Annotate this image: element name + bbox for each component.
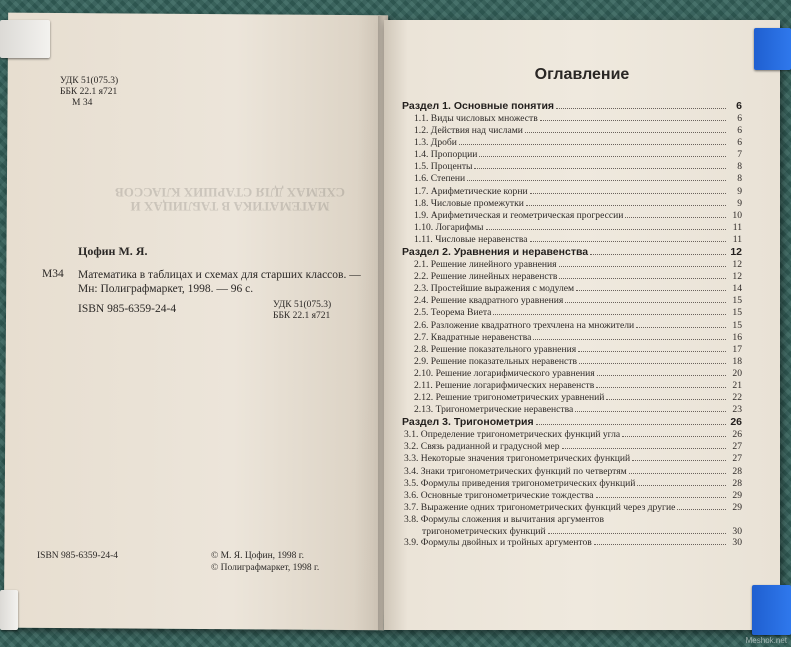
toc-page-number: 15 [732,295,742,307]
toc-entry-label: 1.1. Виды числовых множеств [414,113,538,124]
toc-entry-label: 2.13. Тригонометрические неравенства [414,404,574,416]
toc-leader-dots [625,217,726,218]
toc-entry-label: 2.5. Теорема Виета [414,307,492,319]
toc-leader-dots [632,460,726,461]
toc-leader-dots [474,168,726,169]
author-mark: М 34 [72,98,93,108]
toc-page-number: 28 [732,465,742,477]
isbn-bottom: ISBN 985-6359-24-4 [37,551,119,561]
toc-entry-row [402,490,742,502]
toc-entry-label: 1.8. Числовые промежутки [414,197,524,209]
toc-page-number: 30 [732,526,742,537]
toc-leader-dots [530,241,727,242]
toc-page-number: 27 [732,441,742,453]
toc-page-number: 8 [737,173,742,185]
toc-page-number: 26 [732,429,742,441]
toc-leader-dots [493,314,726,315]
toc-page-number: 15 [732,319,742,331]
toc-entry-row [402,478,742,490]
toc-page-number: 6 [737,125,742,137]
toc-page-number: 30 [732,537,742,548]
toc-entry-row [402,537,742,549]
toc-entry-row [402,453,742,465]
toc-entry-row [402,502,742,514]
toc-leader-dots [677,509,726,510]
toc-leader-dots [540,120,726,121]
toc-leader-dots [594,544,726,545]
toc-page-number: 12 [730,246,742,259]
toc-leader-dots [530,193,726,194]
copyright-author: © М. Я. Цофин, 1998 г. [211,551,305,561]
toc-page-number: 11 [732,221,742,233]
toc-leader-dots [637,485,726,486]
toc-entry-row [402,356,742,368]
toc-entry-label: 3.2. Связь радианной и градусной мер [404,441,560,453]
toc-entry-label: 1.5. Проценты [414,161,473,173]
toc-entry-label: 3.3. Некоторые значения тригонометрических функций [404,453,631,465]
toc-entry-label: тригонометрических функций [422,526,546,537]
bleed-through-title: МАТЕМАТИКА В ТАБЛИЦАХ И СХЕМАХ ДЛЯ СТАРШИХ КЛАССОВ [115,185,345,214]
toc-entry-label: 2.8. Решение показательного уравнения [414,343,577,355]
bbk-line: ББК 22.1 я721 [60,87,118,97]
book-description: Математика в таблицах и схемах для старших классов. — Мн: Полиграфмаркет, 1998. — 96 с. [78,269,361,295]
toc-leader-dots [606,399,726,400]
toc-entry-row [402,526,742,537]
toc-entry-label: 2.10. Решение логарифмического уравнения [414,367,595,379]
toc-entry-row [402,125,742,137]
toc-section-row [402,100,742,113]
copyright-block [211,550,319,574]
toc-entry-row [402,283,742,295]
toc-entry-label: Раздел 1. Основные понятия [402,100,555,112]
toc-entry-label: 3.8. Формулы сложения и вычитания аргументов [404,513,604,525]
toc-leader-dots [578,351,726,352]
toc-page-number: 10 [732,209,742,221]
udk-block-bottom [273,300,331,322]
toc-leader-dots [556,108,726,109]
toc-leader-dots [596,497,727,498]
toc-entry-label: 1.11. Числовые неравенства [414,233,528,245]
toc-entry-label: 2.7. Квадратные неравенства [414,331,532,343]
toc-page-number: 12 [732,271,742,283]
toc-page-number: 26 [730,416,742,429]
toc-page-number: 23 [732,404,742,416]
blue-clip-top-right [754,28,791,70]
toc-leader-dots [526,205,726,206]
toc-page-number: 29 [732,489,742,501]
toc-page-number: 16 [732,331,742,343]
toc-leader-dots [622,436,726,437]
toc-entry-label: 1.9. Арифметическая и геометрическая прогрессии [414,209,624,221]
author-name: Цофин М. Я. [78,244,148,258]
toc-leader-dots [533,339,726,340]
white-clip-top-left [0,20,50,58]
toc-page-number: 27 [732,453,742,465]
toc-entry-label: 3.9. Формулы двойных и тройных аргументов [404,537,592,548]
toc-entry-label: 3.1. Определение тригонометрических функций угла [404,429,621,441]
toc-entry-label: 2.6. Разложение квадратного трехчлена на множители [414,319,635,331]
toc-entry-row [402,392,742,404]
toc-entry-row [402,210,742,222]
toc-entry-row [402,234,742,246]
toc-page-number: 9 [737,185,742,197]
white-clip-bottom-left [0,590,18,630]
toc-leader-dots [559,278,726,279]
toc-entry-label: 3.5. Формулы приведения тригонометрических функций [404,477,636,489]
toc-entry-row [402,173,742,185]
toc-entry-row [402,368,742,380]
toc-leader-dots [559,266,726,267]
toc-leader-dots [596,387,726,388]
toc-page-number: 18 [732,355,742,367]
toc-leader-dots [536,424,726,425]
toc-entry-label: 1.4. Пропорции [414,149,478,161]
udk-block-top [60,76,118,109]
toc-leader-dots [562,448,726,449]
toc-entry-row [402,320,742,332]
toc-leader-dots [576,290,726,291]
toc-leader-dots [479,156,726,157]
toc-section-row [402,246,742,259]
toc-entry-row [402,186,742,198]
toc-entry-row [402,222,742,234]
toc-leader-dots [575,411,726,412]
toc-entry-label: Раздел 3. Тригонометрия [402,416,534,429]
bbk-line: ББК 22.1 я721 [273,311,331,321]
toc-leader-dots [636,327,726,328]
toc-entry-label: 2.12. Решение тригонометрических уравнений [414,392,605,404]
toc-page-number: 7 [737,149,742,161]
toc-leader-dots [629,473,726,474]
toc-entry-row [402,404,742,416]
toc-page-number: 20 [732,367,742,379]
toc-page-number: 14 [732,283,742,295]
toc-entry-label: 1.6. Степени [414,173,466,185]
udk-line: УДК 51(075.3) [273,300,332,310]
toc-entry-label: 3.7. Выражение одних тригонометрических функций через другие [404,501,676,513]
toc-entry-row [402,514,742,526]
toc-entry-row [402,295,742,307]
watermark: Meshok.net [745,636,787,645]
toc-entry-label: 2.1. Решение линейного уравнения [414,259,557,271]
toc-section-row [402,416,742,429]
toc-leader-dots [565,302,726,303]
toc-entry-row [402,149,742,161]
toc-entry-row [402,429,742,441]
toc-entry-row [402,137,742,149]
toc-entry-row [402,344,742,356]
toc-leader-dots [525,132,726,133]
toc-entry-row [402,271,742,283]
toc-page-number: 15 [732,307,742,319]
toc-entry-label: 1.2. Действия над числами [414,125,523,137]
toc-page-number: 6 [736,100,742,112]
toc-page-number: 17 [732,343,742,355]
table-of-contents [402,100,742,549]
toc-entry-row [402,466,742,478]
toc-entry-label: Раздел 2. Уравнения и неравенства [402,246,589,259]
toc-entry-label: 2.2. Решение линейных неравенств [414,271,558,283]
toc-entry-row [402,380,742,392]
udk-line: УДК 51(075.3) [60,76,119,86]
toc-leader-dots [548,533,726,534]
toc-leader-dots [590,254,726,255]
toc-entry-row [402,441,742,453]
toc-page-number: 11 [732,233,742,245]
toc-page-number: 12 [732,259,742,271]
toc-page-number: 8 [737,161,742,173]
toc-entry-row [402,113,742,125]
index-mark: М34 [42,268,64,280]
toc-entry-label: 1.7. Арифметические корни [414,185,528,197]
toc-entry-label: 3.4. Знаки тригонометрических функций по четвертям [404,465,627,477]
toc-page-number: 22 [732,392,742,404]
toc-page-number: 9 [737,197,742,209]
toc-page-number: 6 [737,137,742,149]
copyright-publisher: © Полиграфмаркет, 1998 г. [211,563,320,573]
toc-entry-row [402,198,742,210]
toc-entry-label: 2.3. Простейшие выражения с модулем [414,283,575,295]
toc-entry-label: 2.11. Решение логарифмических неравенств [414,379,595,391]
toc-entry-row [402,161,742,173]
toc-entry-label: 1.10. Логарифмы [414,221,484,233]
toc-page-number: 28 [732,477,742,489]
toc-page-number: 21 [732,379,742,391]
toc-entry-label: 2.9. Решение показательных неравенств [414,355,578,367]
toc-title: Оглавление [534,66,630,83]
toc-entry-label: 1.3. Дроби [414,137,457,149]
toc-leader-dots [467,180,726,181]
isbn-main: ISBN 985-6359-24-4 [78,303,177,315]
toc-leader-dots [486,229,726,230]
toc-leader-dots [459,144,726,145]
blue-clip-bottom-right [752,585,791,635]
toc-entry-row [402,332,742,344]
toc-leader-dots [597,375,726,376]
toc-entry-label: 2.4. Решение квадратного уравнения [414,295,564,307]
toc-page-number: 6 [737,113,742,124]
toc-page-number: 29 [732,501,742,513]
toc-entry-row [402,259,742,271]
toc-leader-dots [579,363,726,364]
toc-entry-label: 3.6. Основные тригонометрические тождества [404,489,594,501]
toc-entry-row [402,307,742,319]
